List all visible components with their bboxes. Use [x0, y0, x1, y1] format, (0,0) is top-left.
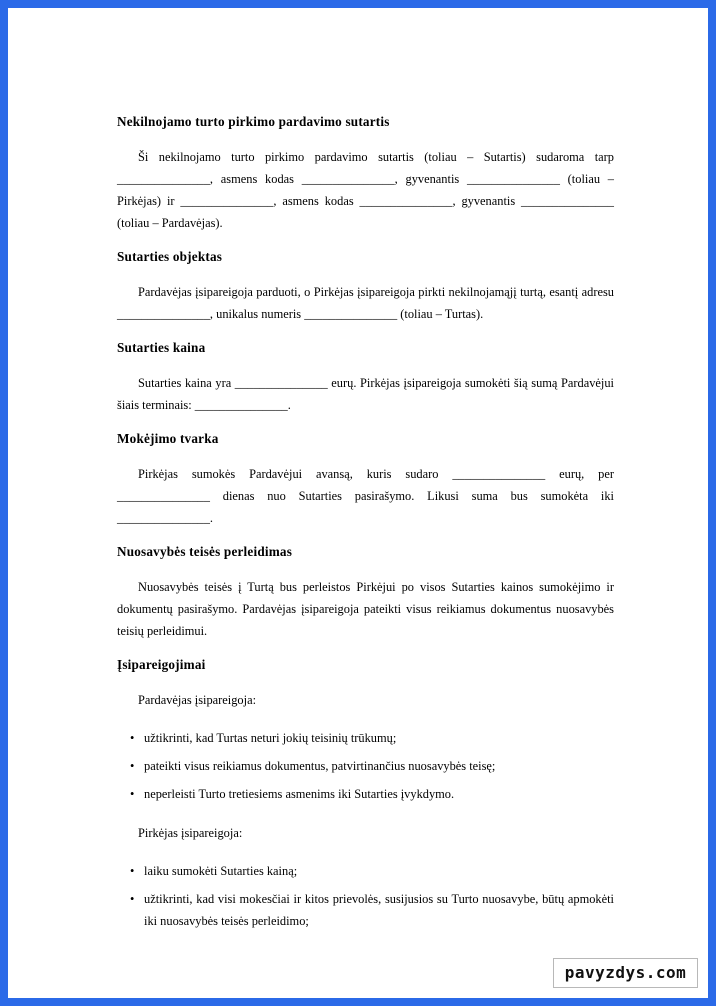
bullet-icon: •	[130, 759, 135, 773]
list-item-text: užtikrinti, kad Turtas neturi jokių teisinių trūkumų;	[144, 731, 397, 745]
section-heading-payment: Mokėjimo tvarka	[117, 431, 219, 446]
seller-obligations-label: Pardavėjas įsipareigoja:	[138, 693, 257, 707]
list-item	[117, 783, 614, 805]
list-item-text: pateikti visus reikiamus dokumentus, patvirtinančius nuosavybės teisę;	[144, 759, 496, 773]
list-item	[117, 755, 614, 777]
list-item-text: neperleisti Turto tretiesiems asmenims iki Sutarties įvykdymo.	[144, 787, 455, 801]
section-heading-price: Sutarties kaina	[117, 340, 206, 355]
intro-paragraph: Ši nekilnojamo turto pirkimo pardavimo sutartis (toliau – Sutartis) sudaroma tarp _______________, asmens kodas _______________, gyvenantis _______________ (toliau – Pirkėjas) ir _______________, asmens kodas _______________, gyvenantis _______________ (toliau – Pardavėjas).	[117, 150, 614, 230]
buyer-obligations-list	[117, 860, 614, 932]
section-text-object: Pardavėjas įsipareigoja parduoti, o Pirkėjas įsipareigoja pirkti nekilnojamąjį turtą, esantį adresu _______________, unikalus numeris _______________ (toliau – Turtas).	[117, 285, 614, 321]
list-item	[117, 888, 614, 932]
list-item-text: užtikrinti, kad visi mokesčiai ir kitos prievolės, susijusios su Turto nuosavybe, būtų apmokėti iki nuosavybės teisės perleidimo;	[144, 892, 614, 928]
seller-obligations-list	[117, 727, 614, 805]
buyer-obligations-label: Pirkėjas įsipareigoja:	[138, 826, 243, 840]
document-title: Nekilnojamo turto pirkimo pardavimo sutartis	[117, 114, 390, 129]
section-heading-obligations: Įsipareigojimai	[117, 657, 206, 672]
bullet-icon: •	[130, 892, 135, 906]
list-item	[117, 727, 614, 749]
bullet-icon: •	[130, 787, 135, 801]
section-heading-ownership: Nuosavybės teisės perleidimas	[117, 544, 293, 559]
watermark-badge: pavyzdys.com	[553, 958, 698, 988]
bullet-icon: •	[130, 731, 135, 745]
section-text-ownership: Nuosavybės teisės į Turtą bus perleistos Pirkėjui po visos Sutarties kainos sumokėjimo ir dokumentų pasirašymo. Pardavėjas įsipareigoja pateikti visus reikiamus dokumentus nuosavybės teisių perleidimui.	[117, 580, 614, 638]
list-item-text: laiku sumokėti Sutarties kainą;	[144, 864, 298, 878]
section-text-payment: Pirkėjas sumokės Pardavėjui avansą, kuris sudaro _______________ eurų, per _______________ dienas nuo Sutarties pasirašymo. Likusi suma bus sumokėta iki _______________.	[117, 467, 614, 525]
list-item	[117, 860, 614, 882]
document-page	[117, 112, 614, 932]
section-text-price: Sutarties kaina yra _______________ eurų. Pirkėjas įsipareigoja sumokėti šią sumą Pardavėjui šiais terminais: _______________.	[117, 376, 614, 412]
bullet-icon: •	[130, 864, 135, 878]
section-heading-object: Sutarties objektas	[117, 249, 223, 264]
